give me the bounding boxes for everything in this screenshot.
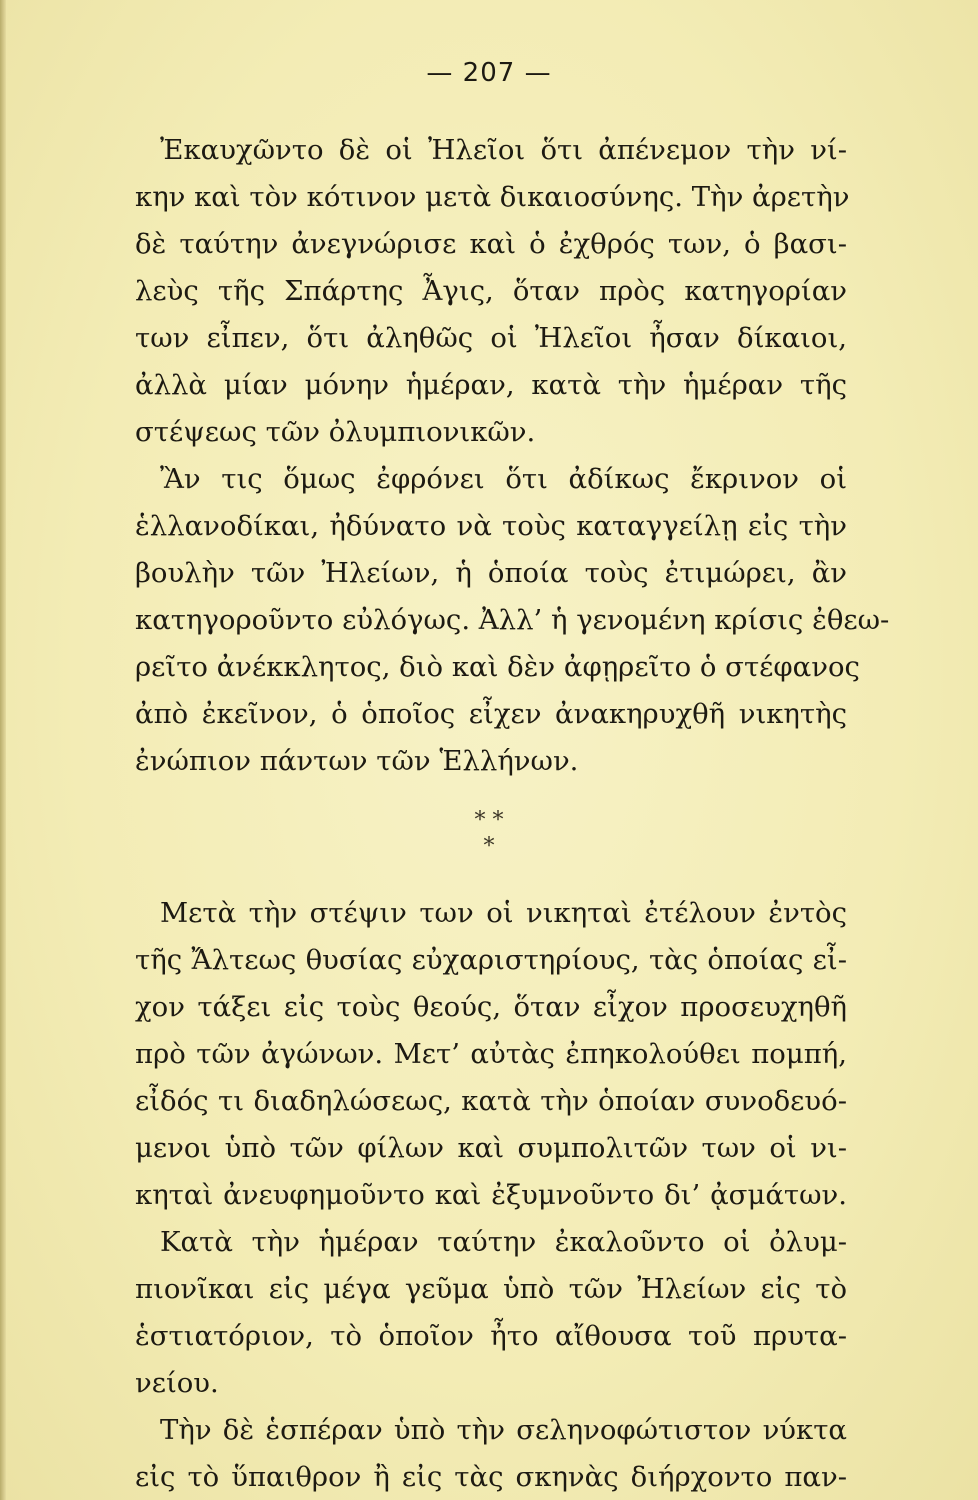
text-line: ἐνώπιον πάντων τῶν Ἑλλήνων.: [135, 745, 579, 777]
text-line: Ἐκαυχῶντο δὲ οἱ Ἠλεῖοι ὅτι ἀπένεμον τὴν νί-: [160, 134, 847, 166]
text-line: κηταὶ ἀνευφημοῦντο καὶ ἐξυμνοῦντο δι’ ᾀσμάτων.: [135, 1179, 847, 1211]
text-line: λεὺς τῆς Σπάρτης Ἆγις, ὅταν πρὸς κατηγορίαν: [135, 275, 847, 307]
section-separator-top: * *: [474, 808, 504, 833]
text-line: στέψεως τῶν ὀλυμπιονικῶν.: [135, 416, 536, 448]
text-line: των εἶπεν, ὅτι ἀληθῶς οἱ Ἠλεῖοι ἦσαν δίκαιοι,: [135, 322, 847, 354]
text-line: πρὸ τῶν ἀγώνων. Μετ’ αὐτὰς ἐπηκολούθει πομπή,: [135, 1038, 847, 1070]
page-number: — 207 —: [426, 58, 552, 88]
text-line: κατηγοροῦντο εὐλόγως. Ἀλλ’ ἡ γενομένη κρίσις ἐθεω-: [135, 604, 890, 636]
text-line: εἶδός τι διαδηλώσεως, κατὰ τὴν ὁποίαν συνοδευό-: [135, 1085, 847, 1117]
text-line: πιονῖκαι εἰς μέγα γεῦμα ὑπὸ τῶν Ἠλείων εἰς τὸ: [135, 1273, 847, 1305]
section-separator-bottom: *: [483, 834, 495, 859]
text-line: μενοι ὑπὸ τῶν φίλων καὶ συμπολιτῶν των οἱ νι-: [135, 1132, 847, 1164]
text-line: ἀπὸ ἐκεῖνον, ὁ ὁποῖος εἶχεν ἀνακηρυχθῆ νικητὴς: [135, 698, 847, 730]
text-line: ἀλλὰ μίαν μόνην ἡμέραν, κατὰ τὴν ἡμέραν τῆς: [135, 369, 847, 401]
page-gutter: [0, 0, 6, 1500]
text-line: κην καὶ τὸν κότινον μετὰ δικαιοσύνης. Τὴν ἀρετὴν: [135, 181, 850, 213]
text-line: ἑστιατόριον, τὸ ὁποῖον ἦτο αἴθουσα τοῦ πρυτα-: [135, 1320, 847, 1352]
text-line: ρεῖτο ἀνέκκλητος, διὸ καὶ δὲν ἀφῃρεῖτο ὁ στέφανος: [135, 651, 860, 683]
text-line: Μετὰ τὴν στέψιν των οἱ νικηταὶ ἐτέλουν ἐντὸς: [160, 897, 847, 929]
text-line: εἰς τὸ ὕπαιθρον ἢ εἰς τὰς σκηνὰς διήρχοντο παν-: [135, 1461, 847, 1493]
text-line: ἑλλανοδίκαι, ἠδύνατο νὰ τοὺς καταγγείλῃ εἰς τὴν: [135, 510, 847, 542]
text-line: δὲ ταύτην ἀνεγνώρισε καὶ ὁ ἐχθρός των, ὁ βασι-: [135, 228, 847, 260]
text-line: τῆς Ἄλτεως θυσίας εὐχαριστηρίους, τὰς ὁποίας εἶ-: [135, 944, 847, 976]
text-line: Κατὰ τὴν ἡμέραν ταύτην ἐκαλοῦντο οἱ ὀλυμ-: [160, 1226, 847, 1258]
text-line: Τὴν δὲ ἑσπέραν ὑπὸ τὴν σεληνοφώτιστον νύκτα: [160, 1414, 847, 1446]
text-line: βουλὴν τῶν Ἠλείων, ἡ ὁποία τοὺς ἐτιμώρει, ἂν: [135, 557, 847, 589]
text-line: χον τάξει εἰς τοὺς θεούς, ὅταν εἶχον προσευχηθῆ: [135, 991, 847, 1023]
text-line: νείου.: [135, 1367, 219, 1399]
text-line: Ἂν τις ὅμως ἐφρόνει ὅτι ἀδίκως ἔκρινον οἱ: [160, 463, 847, 495]
